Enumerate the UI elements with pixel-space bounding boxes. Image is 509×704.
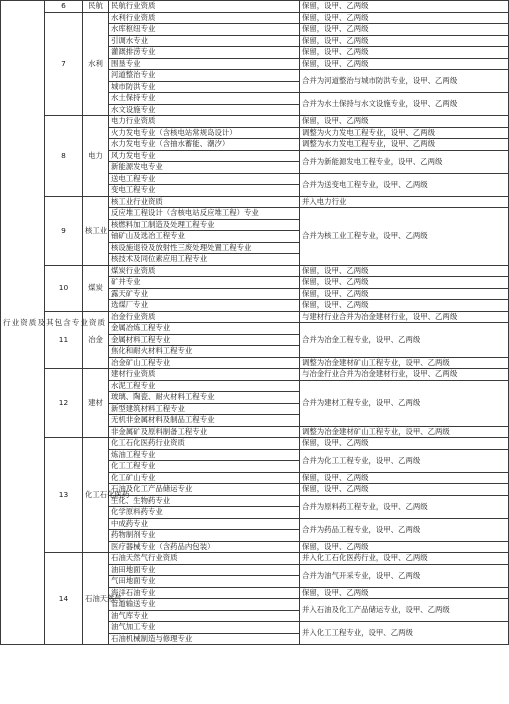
adjustment-note: 保留，设甲、乙两级 <box>300 1 509 13</box>
adjustment-note: 与冶金行业合并为冶金建材行业，设甲、乙两级 <box>300 369 509 381</box>
qualification-item: 河道整治专业 <box>109 70 300 82</box>
group-number: 8 <box>45 116 83 197</box>
industry-name: 化工石化医药 <box>83 438 109 553</box>
adjustment-note: 保留，设甲、乙两级 <box>300 288 509 300</box>
adjustment-note: 并入电力行业 <box>300 196 509 208</box>
qualification-item: 非金属矿及原料制备工程专业 <box>109 426 300 438</box>
table-row <box>1 196 509 208</box>
group-number: 13 <box>45 438 83 553</box>
qualification-item: 灌溉排涝专业 <box>109 47 300 59</box>
adjustment-note: 合并为水土保持与水文设施专业，设甲、乙两级 <box>300 93 509 116</box>
qualification-item: 送电工程专业 <box>109 173 300 185</box>
qualification-item: 生化、生物药专业 <box>109 495 300 507</box>
qualification-item: 冶金矿山工程专业 <box>109 357 300 369</box>
industry-name: 核工业 <box>83 196 109 265</box>
group-number: 9 <box>45 196 83 265</box>
adjustment-note: 合并为冶金工程专业，设甲、乙两级 <box>300 323 509 358</box>
industry-name: 水利 <box>83 12 109 116</box>
adjustment-note: 保留，设甲、乙两级 <box>300 277 509 289</box>
adjustment-note: 调整为冶金建材矿山工程专业，设甲、乙两级 <box>300 357 509 369</box>
group-number: 14 <box>45 553 83 645</box>
qualification-item: 核燃料加工制造及处理工程专业 <box>109 219 300 231</box>
adjustment-note: 保留，设甲、乙两级 <box>300 300 509 312</box>
industry-name: 冶金 <box>83 311 109 369</box>
adjustment-note: 保留，设甲、乙两级 <box>300 472 509 484</box>
qualification-item: 围垦专业 <box>109 58 300 70</box>
adjustment-note: 保留，设甲、乙两级 <box>300 12 509 24</box>
qualification-item: 化工工程专业 <box>109 461 300 473</box>
adjustment-note: 保留，设甲、乙两级 <box>300 587 509 599</box>
qualification-item: 化工石化医药行业资质 <box>109 438 300 450</box>
industry-name: 石油天然气 <box>83 553 109 645</box>
table-row <box>1 553 509 565</box>
qualification-item: 变电工程专业 <box>109 185 300 197</box>
qualification-item: 金属材料工程专业 <box>109 334 300 346</box>
group-number: 11 <box>45 311 83 369</box>
qualification-item: 核设施退役及放射性三废处理处置工程专业 <box>109 242 300 254</box>
qualification-item: 油气加工专业 <box>109 622 300 634</box>
qualification-item: 油气库专业 <box>109 610 300 622</box>
qualification-item: 中成药专业 <box>109 518 300 530</box>
qualification-item: 反应堆工程设计（含核电站反应堆工程）专业 <box>109 208 300 220</box>
qualification-item: 海洋石油专业 <box>109 587 300 599</box>
qualification-item: 玻璃、陶瓷、耐火材料工程专业 <box>109 392 300 404</box>
qualification-item: 水泥工程专业 <box>109 380 300 392</box>
qualification-item: 民航行业资质 <box>109 1 300 13</box>
adjustment-note: 调整为水力发电工程专业，设甲、乙两级 <box>300 139 509 151</box>
group-number: 10 <box>45 265 83 311</box>
adjustment-note: 合并为建材工程专业，设甲、乙两级 <box>300 380 509 426</box>
table-row <box>1 116 509 128</box>
industry-name: 民航 <box>83 1 109 13</box>
group-number: 12 <box>45 369 83 438</box>
adjustment-note: 并入化工工程专业，设甲、乙两级 <box>300 622 509 645</box>
adjustment-note: 调整为火力发电工程专业，设甲、乙两级 <box>300 127 509 139</box>
adjustment-note: 保留，设甲、乙两级 <box>300 35 509 47</box>
adjustment-note: 保留，设甲、乙两级 <box>300 116 509 128</box>
adjustment-note: 合并为油气开采专业，设甲、乙两级 <box>300 564 509 587</box>
adjustment-note: 合并为药品工程专业，设甲、乙两级 <box>300 518 509 541</box>
qualification-item: 新型建筑材料工程专业 <box>109 403 300 415</box>
industry-name: 煤炭 <box>83 265 109 311</box>
industry-name: 建材 <box>83 369 109 438</box>
group-number: 6 <box>45 1 83 13</box>
qualification-item: 核工业行业资质 <box>109 196 300 208</box>
qualification-item: 水利行业资质 <box>109 12 300 24</box>
adjustment-note: 合并为新能源发电工程专业，设甲、乙两级 <box>300 150 509 173</box>
adjustment-note: 保留，设甲、乙两级 <box>300 58 509 70</box>
qualification-item: 水文设施专业 <box>109 104 300 116</box>
qualification-item: 风力发电专业 <box>109 150 300 162</box>
qualification-item: 药物制剂专业 <box>109 530 300 542</box>
table-row <box>1 1 509 13</box>
group-number: 7 <box>45 12 83 116</box>
adjustment-note: 并入化工石化医药行业，设甲、乙两级 <box>300 553 509 565</box>
qualification-item: 城市防洪专业 <box>109 81 300 93</box>
qualification-item: 医疗器械专业（含药品内包装） <box>109 541 300 553</box>
table-row <box>1 369 509 381</box>
qualification-item: 新能源发电专业 <box>109 162 300 174</box>
qualification-item: 铀矿山及选冶工程专业 <box>109 231 300 243</box>
qualification-item: 无机非金属材料及制品工程专业 <box>109 415 300 427</box>
adjustment-note: 合并为河道整治与城市防洪专业，设甲、乙两级 <box>300 70 509 93</box>
qualification-item: 焦化和耐火材料工程专业 <box>109 346 300 358</box>
section-label: 行业资质及其包含专业资质 <box>1 1 45 645</box>
qualification-item: 水库枢纽专业 <box>109 24 300 36</box>
qualification-item: 矿井专业 <box>109 277 300 289</box>
table-row <box>1 265 509 277</box>
adjustment-note: 与建材行业合并为冶金建材行业，设甲、乙两级 <box>300 311 509 323</box>
adjustment-note: 调整为冶金建材矿山工程专业，设甲、乙两级 <box>300 426 509 438</box>
qualification-item: 露天矿专业 <box>109 288 300 300</box>
adjustment-note: 并入石油及化工产品储运专业，设甲、乙两级 <box>300 599 509 622</box>
qualification-item: 核技术及同位素应用工程专业 <box>109 254 300 266</box>
qualification-item: 化工矿山专业 <box>109 472 300 484</box>
qualification-item: 石油及化工产品储运专业 <box>109 484 300 496</box>
qualification-item: 管道输送专业 <box>109 599 300 611</box>
qualification-item: 化学原料药专业 <box>109 507 300 519</box>
table-row <box>1 438 509 450</box>
qualification-item: 电力行业资质 <box>109 116 300 128</box>
qualification-item: 选煤厂专业 <box>109 300 300 312</box>
adjustment-note: 保留，设甲、乙两级 <box>300 541 509 553</box>
qualification-item: 建材行业资质 <box>109 369 300 381</box>
qualification-item: 石油机械制造与修理专业 <box>109 633 300 645</box>
qualification-item: 金属冶炼工程专业 <box>109 323 300 335</box>
qualification-item: 煤炭行业资质 <box>109 265 300 277</box>
adjustment-note: 保留，设甲、乙两级 <box>300 265 509 277</box>
qualification-item: 火力发电专业（含核电站常规岛设计） <box>109 127 300 139</box>
qualification-item: 水力发电专业（含抽水蓄能、潮汐） <box>109 139 300 151</box>
adjustment-note: 合并为化工工程专业，设甲、乙两级 <box>300 449 509 472</box>
qualification-item: 气田地面专业 <box>109 576 300 588</box>
qualification-item: 冶金行业资质 <box>109 311 300 323</box>
adjustment-note: 保留，设甲、乙两级 <box>300 47 509 59</box>
adjustment-note: 合并为原料药工程专业，设甲、乙两级 <box>300 495 509 518</box>
adjustment-note: 合并为核工业工程专业，设甲、乙两级 <box>300 208 509 266</box>
table-row <box>1 12 509 24</box>
adjustment-note: 保留，设甲、乙两级 <box>300 438 509 450</box>
industry-name: 电力 <box>83 116 109 197</box>
qualification-item: 油田地面专业 <box>109 564 300 576</box>
qualification-item: 炼油工程专业 <box>109 449 300 461</box>
qualification-item: 引调水专业 <box>109 35 300 47</box>
adjustment-note: 保留，设甲、乙两级 <box>300 484 509 496</box>
qualification-item: 石油天然气行业资质 <box>109 553 300 565</box>
adjustment-note: 保留，设甲、乙两级 <box>300 24 509 36</box>
qualification-item: 水土保持专业 <box>109 93 300 105</box>
adjustment-note: 合并为送变电工程专业，设甲、乙两级 <box>300 173 509 196</box>
